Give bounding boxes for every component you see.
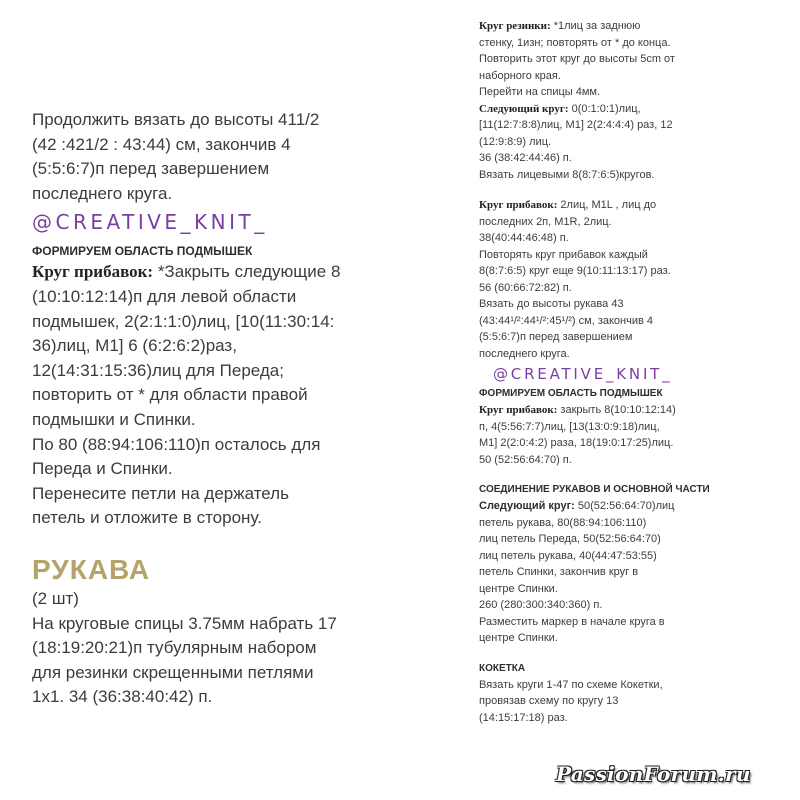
section-heading-armpit: ФОРМИРУЕМ ОБЛАСТЬ ПОДМЫШЕК [32, 244, 253, 259]
next-text: 0(0:1:0:1)лиц, [11(12:7:8:8)лиц, М1] 2(2:4:4:4) раз, 12 (12:9:8:9) лиц. [479, 102, 673, 148]
section-heading-join: СОЕДИНЕНИЕ РУКАВОВ И ОСНОВНОЙ ЧАСТИ [479, 484, 710, 495]
needles-paragraph: Перейти на спицы 4мм. [479, 86, 601, 98]
inc-text: 2лиц, M1L , лиц до последних 2п, M1R, 2лиц. 38(40:44:46:48) п. [479, 199, 657, 244]
rib-text: *1лиц за заднюю стенку, 1изн; повторять от * до конца. [479, 20, 671, 49]
intro-paragraph: Продолжить вязать до высоты 411/2 (42 :421/2 : 43:44) см, закончив 4 (5:5:6:7)п перед завершением последнего круга. [32, 110, 320, 203]
armpit-text: закрыть 8(10:10:12:14) п, 4(5:56:7:7)лиц, [13(13:0:9:18)лиц, M1] 2(2:0:4:2) раза, 18(19:0:17:25)лиц. 50 (52:56:64:70) п. [479, 404, 676, 466]
rib-repeat-paragraph: Повторить этот круг до высоты 5cm от наборного края. [479, 53, 675, 82]
inc-label: Круг прибавок: [479, 199, 558, 211]
increase-label: Круг прибавок: [32, 262, 154, 282]
rib-label: Круг резинки: [479, 20, 551, 32]
left-column [32, 108, 432, 710]
join-round-paragraph [479, 498, 724, 647]
site-watermark: PassionForum.ru [556, 762, 751, 786]
brand-handle-small: @CREATIVE_KNIT_ [493, 365, 673, 383]
sleeves-count: (2 шт) [32, 588, 79, 608]
sleeves-title: РУКАВА [32, 553, 151, 585]
join-text: 50(52:56:64:70)лиц петель рукава, 80(88:94:106:110) лиц петель Переда, 50(52:56:64:70) лиц петель рукава, 40(44:47:53:55) петель Спинки, закончив круг в центре Спинки. 260 (280:300:340:360) п. Разместить маркер в начале круга в центре Спинки. [479, 500, 675, 644]
next-count: 36 (38:42:44:46) п. [479, 152, 572, 164]
knit-rounds-paragraph: Вязать лицевыми 8(8:7:6:5)кругов. [479, 168, 655, 181]
sleeves-paragraph: На круговые спицы 3.75мм набрать 17 (18:19:20:21)п тубулярным набором для резинки скрещенными петлями 1x1. 34 (36:38:40:42) п. [32, 613, 337, 707]
section-heading-armpit-small: ФОРМИРУЕМ ОБЛАСТЬ ПОДМЫШЕК [479, 388, 663, 399]
section-heading-yoke: КОКЕТКА [479, 662, 526, 674]
increase-round-paragraph [479, 197, 724, 247]
rib-round-paragraph [479, 18, 724, 51]
increase-text: *Закрыть следующие 8 (10:10:12:14)п для левой области подмышек, 2(2:1:1:0)лиц, [10(11:30:14: 36)лиц, М1] 6 (6:2:6:2)раз, 12(14:31:15:36)лиц для Переда; повторить от * для области правой подмышки и Спинки. По 80 (88:94:106:110)п осталось для Переда и Спинки. Перенесите петли на держатель петель и отложите в сторону. [32, 262, 341, 528]
brand-handle: @CREATIVE_KNIT_ [32, 210, 268, 235]
armpit-label: Круг прибавок: [479, 404, 558, 416]
increase-paragraph [32, 260, 432, 531]
yoke-paragraph: Вязать круги 1-47 по схеме Кокетки, провязав схему по кругу 13 (14:15:17:18) раз. [479, 678, 663, 724]
increase-repeat-paragraph: Повторять круг прибавок каждый 8(8:7:6:5) круг еще 9(10:11:13:17) раз. 56 (60:66:72:82) п. [479, 248, 671, 294]
sleeve-height-paragraph: Вязать до высоты рукава 43 (43:44¹/²:44¹/²:45¹/²) см, закончив 4 (5:5:6:7)п перед завершением последнего круга. [479, 298, 653, 360]
join-label: Следующий круг: [479, 500, 575, 512]
next-label: Следующий круг: [479, 102, 569, 115]
armpit-round-paragraph [479, 402, 724, 468]
right-column [479, 18, 724, 726]
next-round-paragraph [479, 101, 724, 151]
